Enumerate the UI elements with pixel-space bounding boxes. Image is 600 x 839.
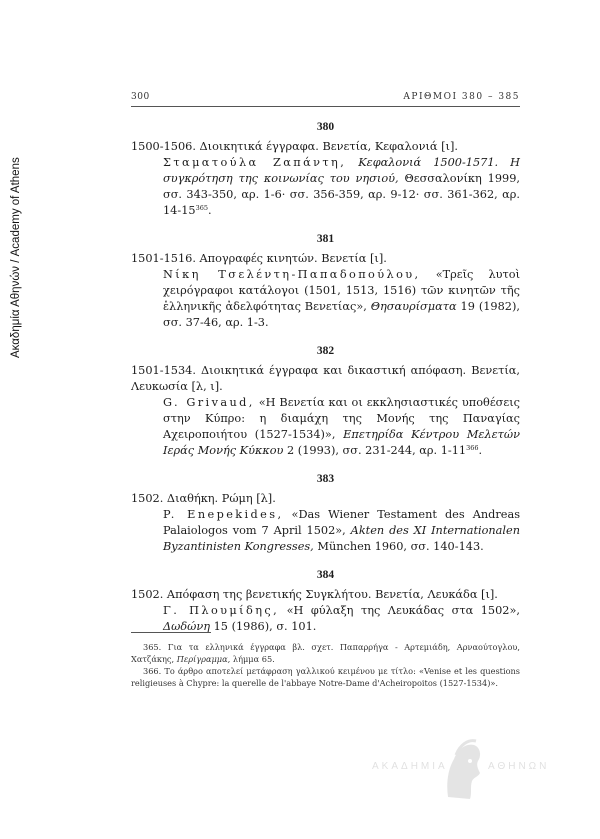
entry-381: [131, 233, 520, 331]
entry-heading: 1501-1534. Διοικητικά έγγραφα και δικαστική απόφαση. Βενετία, Λευκωσία [λ, ι].: [131, 364, 520, 393]
entry-number: 381: [316, 233, 335, 245]
citation-author: G. Grivaud,: [163, 396, 255, 409]
sidebar-vertical-label: [8, 58, 28, 358]
watermark-right-text: ΑΘΗΝΩΝ: [488, 761, 550, 772]
page-number: 300: [131, 92, 150, 102]
footnote-366: [131, 665, 520, 689]
entry-382: [131, 345, 520, 459]
running-title: ΑΡΙΘΜΟΙ 380 – 385: [403, 92, 520, 102]
citation-rest: 2 (1993), σσ. 231-244, αρ. 1-11: [287, 444, 467, 457]
citation-author: Σταματούλα Ζαπάντη,: [163, 156, 347, 169]
entry-heading: 1500-1506. Διοικητικά έγγραφα. Βενετία, Κεφαλονιά [ι].: [131, 140, 458, 153]
citation-rest: Θεσσαλονίκη 1999, σσ. 343-350, αρ. 1-6· σσ. 356-359, αρ. 9-12· σσ. 361-362, αρ. 14-15: [163, 172, 520, 217]
running-header: [131, 92, 520, 106]
footnote-rule: [131, 632, 211, 633]
citation-article: «Τρεῖς λυτοὶ χειρόγραφοι κατάλογοι (1501, 1513, 1516) τῶν κινητῶν τῆς ἑλληνικῆς ἀδελφότητας Βενετίας»,: [163, 268, 521, 313]
citation-tail: .: [478, 444, 483, 457]
footnote-text: 365. Για τα ελληνικά έγγραφα βλ. σχετ. Παπαρρήγα - Αρτεμιάδη, Αρναούτογλου, Χατζάκης,: [131, 642, 520, 664]
citation-title: Κεφαλονιά 1500-1571. Η συγκρότηση της κοινωνίας του νησιού,: [163, 156, 520, 185]
footnotes: [131, 641, 520, 689]
footnote-365: [131, 641, 520, 665]
entry-384: [131, 569, 520, 635]
citation-title: Θησαυρίσματα: [370, 300, 457, 313]
athena-head-icon: [438, 735, 486, 805]
citation-author: Γ. Πλουμίδης,: [163, 604, 280, 617]
entry-heading: 1501-1516. Απογραφές κινητών. Βενετία [ι].: [131, 252, 387, 265]
academy-watermark: [372, 735, 572, 815]
citation-author: P. Enepekides,: [163, 508, 284, 521]
footnote-text: 366. Το άρθρο αποτελεί μετάφραση γαλλικού κειμένου με τίτλο: «Venise et les questions religieuses à Chypre: la querelle de l'abbaye Notre-Dame d'Acheiropoitos (1527-1534)».: [131, 666, 520, 688]
academy-label: Ακαδημία Αθηνών / Academy of Athens: [10, 157, 22, 358]
document-page: [131, 92, 520, 635]
citation-tail: .: [208, 204, 212, 217]
citation-author: Νίκη Τσελέντη-Παπαδοπούλου,: [163, 268, 421, 281]
entry-citation: [131, 507, 520, 555]
citation-rest: München 1960, σσ. 140-143.: [317, 540, 484, 553]
header-rule: [131, 106, 520, 107]
entry-citation: [131, 603, 520, 635]
citation-title: Δωδώνη: [163, 620, 211, 633]
citation-article: «Η φύλαξη της Λευκάδας στα 1502»,: [286, 604, 520, 617]
footnote-ref[interactable]: 366: [466, 444, 479, 452]
citation-title: Επετηρίδα Κέντρου Μελετών Ιεράς Μονής Κύκκου: [163, 428, 520, 457]
footnote-ref[interactable]: 365: [195, 204, 208, 212]
entry-citation: [131, 267, 520, 331]
citation-title: Akten des XI Internationalen Byzantinisten Kongresses,: [163, 524, 520, 553]
entry-380: [131, 121, 520, 219]
entry-383: [131, 473, 520, 555]
entry-number: 383: [316, 473, 335, 485]
citation-rest: 15 (1986), σ. 101.: [213, 620, 317, 633]
entry-citation: [131, 395, 520, 459]
citation-article: «Η Βενετία και οι εκκλησιαστικές υποθέσεις στην Κύπρο: η διαμάχη της Μονής της Παναγίας Αχειροποιήτου (1527-1534)»,: [163, 396, 520, 441]
citation-rest: 19 (1982), σσ. 37-46, αρ. 1-3.: [163, 300, 520, 329]
entry-number: 382: [316, 345, 335, 357]
citation-article: «Das Wiener Testament des Andreas Palaiologos vom 7 April 1502»,: [163, 508, 521, 537]
entry-citation: [131, 155, 520, 219]
entry-heading: 1502. Διαθήκη. Ρώμη [λ].: [131, 492, 276, 505]
entry-number: 380: [316, 121, 335, 133]
entry-number: 384: [316, 569, 335, 581]
entry-heading: 1502. Απόφαση της βενετικής Συγκλήτου. Βενετία, Λευκάδα [ι].: [131, 588, 498, 601]
footnote-italic: Περίγραμμα,: [176, 654, 231, 664]
watermark-left-text: ΑΚΑΔΗΜΙΑ: [372, 761, 448, 772]
footnote-text-after: λήμμα 65.: [232, 654, 275, 664]
